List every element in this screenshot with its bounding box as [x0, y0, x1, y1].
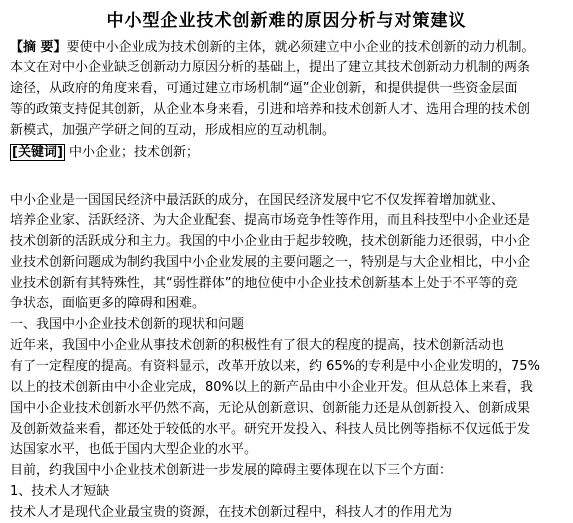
body-line: 技术创新的活跃成分和主力。我国的中小企业由于起步较晚，技术创新能力还很弱，中小企	[10, 234, 531, 249]
body-line: 争状态，面临更多的障碍和困难。	[10, 296, 206, 311]
body-line: 目前，约我国中小企业技术创新进一步发展的障碍主要体现在以下三个方面：	[10, 463, 453, 478]
body-line: 业技术创新问题成为制约我国中小企业发展的主要问题之一，特别是与大企业相比，中小企	[10, 255, 531, 270]
abstract-line-4: 等的政策支持促其创新，从企业本身来看，引进和培养和技术创新人才、选用合理的技术创	[10, 102, 531, 117]
body-line: 以上的技术创新由中小企业完成，80%以上的新产品由中小企业开发。但从总体上来看，我	[10, 380, 533, 395]
body-line: 业技术创新有其特殊性，其“弱性群体”的地位使中小企业技术创新基本上处于不平等的竞	[10, 276, 518, 291]
body-line: 有了一定程度的提高。有资料显示，改革开放以来，约 65%的专利是中小企业发明的，75%	[10, 359, 540, 374]
body-line: 培养企业家、活跃经济、为大企业配套、提高市场竞争性等作用，而且科技型中小企业还是	[10, 213, 531, 228]
subsection-heading: 1、技术人才短缺	[10, 484, 110, 499]
abstract-line-1	[10, 38, 566, 58]
section-heading: 一、我国中小企业技术创新的现状和问题	[10, 317, 245, 332]
abstract-label: 【摘 要】	[10, 40, 67, 55]
abstract-line-2: 本文在对中小企业缺乏创新动力原因分析的基础上，提出了建立其技术创新动力机制的两条	[10, 60, 531, 75]
abstract-line-5: 新模式，加强产学研之间的互动，形成相应的互动机制。	[10, 123, 336, 138]
body-line: 近年来，我国中小企业从事技术创新的积极性有了很大的程度的提高，技术创新活动也	[10, 338, 505, 353]
body-line: 中小企业是一国国民经济中最活跃的成分，在国民经济发展中它不仅发挥着增加就业、	[10, 193, 505, 208]
keywords-line	[10, 143, 566, 163]
body-line: 及创新效益来看，都还处于较低的水平。研究开发投入、科技人员比例等指标不仅远低于发	[10, 422, 531, 437]
document-title: 中小型企业技术创新难的原因分析与对策建议	[106, 11, 467, 31]
abstract-line-3: 途径，从政府的角度来看，可通过建立市场机制“逼”企业创新，和提供提供一些资金层面	[10, 81, 518, 96]
body-line: 国中小企业技术创新水平仍然不高，无论从创新意识、创新能力还是从创新投入、创新成果	[10, 401, 531, 416]
body-line: 达国家水平，也低于国内大型企业的水平。	[10, 442, 258, 457]
body-line: 技术人才是现代企业最宝贵的资源，在技术创新过程中，科技人才的作用尤为	[10, 505, 453, 520]
keywords-label: [关键词]	[12, 145, 63, 160]
keywords-text: 中小企业；技术创新；	[69, 145, 200, 160]
abstract-text: 要使中小企业成为技术创新的主体，就必须建立中小企业的技术创新的动力机制。	[66, 40, 535, 55]
